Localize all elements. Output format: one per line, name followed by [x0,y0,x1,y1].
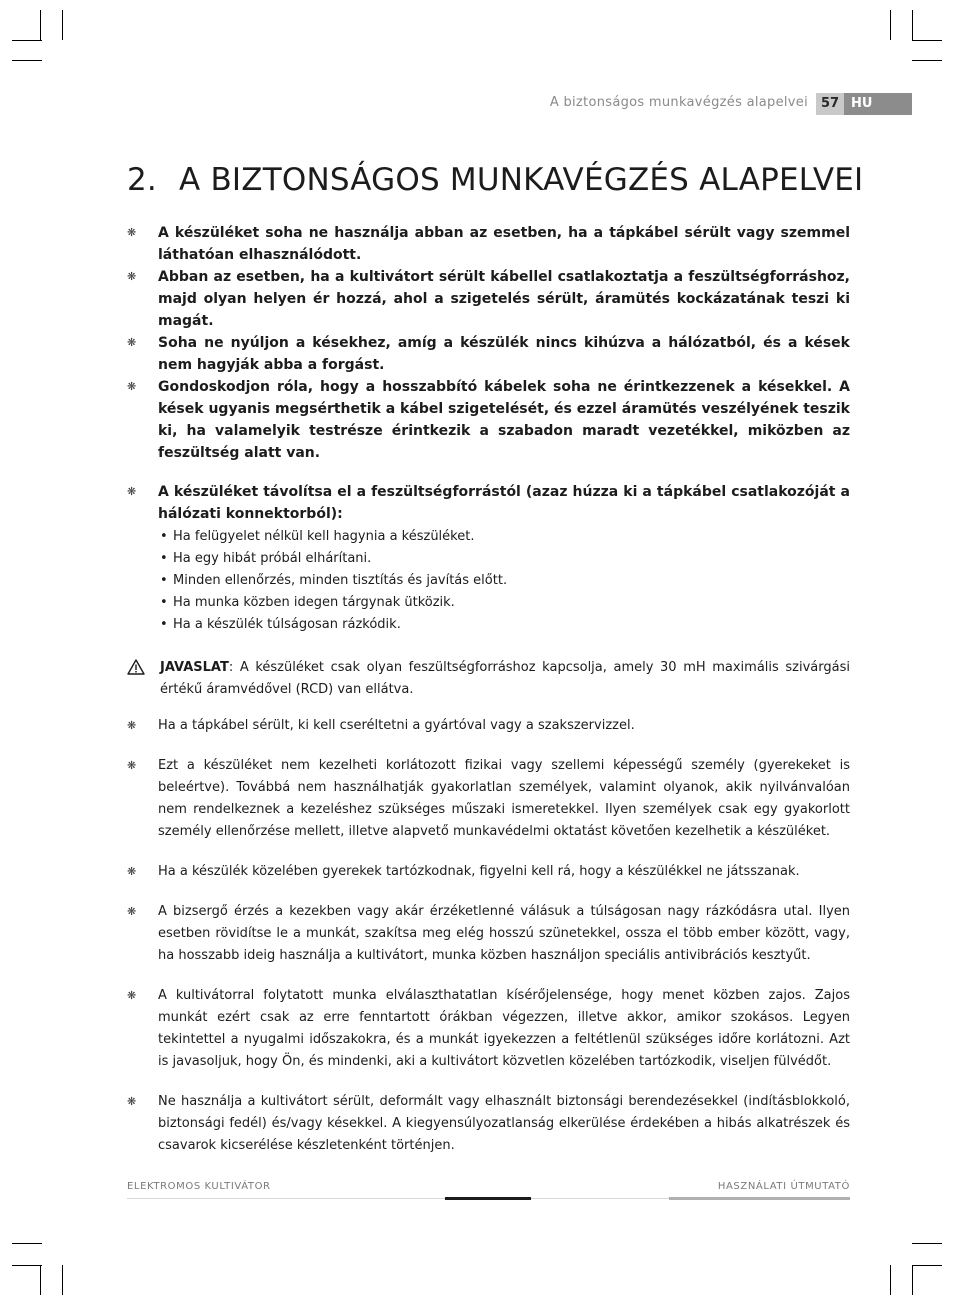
disconnect-case-list [127,526,850,636]
safety-item [127,376,850,464]
safety-item [127,715,850,737]
section-number: 2. [127,162,157,198]
flower-bullet-icon: ❋ [127,226,137,239]
flower-bullet-icon: ❋ [127,485,137,498]
flower-bullet-icon: ❋ [127,719,137,732]
crop-mark [912,40,942,41]
flower-bullet-icon: ❋ [127,905,137,918]
safety-item [127,901,850,967]
flower-bullet-icon: ❋ [127,336,137,349]
flower-bullet-icon: ❋ [127,270,137,283]
safety-item [127,222,850,266]
safety-item [127,985,850,1073]
footer-rule [531,1198,669,1199]
safety-item [127,755,850,843]
crop-mark [12,1243,42,1244]
flower-bullet-icon: ❋ [127,865,137,878]
safety-item-text: A készüléket soha ne használja abban az esetben, ha a tápkábel sérült vagy szemmel láthatóan elhasználódott. [158,225,850,263]
crop-mark [890,1265,891,1295]
footer-manual-name: HASZNÁLATI ÚTMUTATÓ [717,1181,850,1192]
section-title [127,162,867,198]
disconnect-item [127,481,850,525]
crop-mark [12,1265,42,1266]
flower-bullet-icon: ❋ [127,759,137,772]
safety-item-text: A bizsergő érzés a kezekben vagy akár érzéketlenné válásuk a túlságosan nagy rázkódásra utal. Ilyen esetben rövidítse le a munkát, szakítsa meg elég hosszú szünetekkel, ossza el több ember között, vagy, ha hosszabb ideig használja a kultivátort, munka közben használjon speciális antivibrációs kesztyűt. [158,904,850,963]
safety-item [127,1091,850,1157]
crop-mark [62,1265,63,1295]
crop-mark [12,40,42,41]
crop-mark [912,1265,913,1295]
flower-bullet-icon: ❋ [127,380,137,393]
list-item: • Ha felügyelet nélkül kell hagynia a készüléket. [160,526,850,548]
footer-rule [445,1197,531,1200]
footer-rule [669,1197,850,1200]
crop-mark [890,10,891,40]
list-item: • Ha munka közben idegen tárgynak ütközik. [160,592,850,614]
list-item: • Minden ellenőrzés, minden tisztítás és javítás előtt. [160,570,850,592]
section-title-text: A BIZTONSÁGOS MUNKAVÉGZÉS ALAPELVEI [179,162,864,198]
warning-triangle-icon [127,659,145,675]
safety-item-text: Ne használja a kultivátort sérült, deformált vagy elhasznált biztonsági berendezésekkel (indításblokkoló, biztonsági fedél) és/vagy késekkel. A kiegyensúlyozatlanság elkerülése érdekében a hibás alkatrészek és csavarok kicserélése készletenként történjen. [158,1094,850,1153]
crop-mark [40,1265,41,1295]
crop-mark [12,60,42,61]
safety-item [127,332,850,376]
list-item: • Ha egy hibát próbál elhárítani. [160,548,850,570]
running-header-title: A biztonságos munkavégzés alapelvei [549,95,808,110]
safety-item-text: Ha a készülék közelében gyerekek tartózkodnak, figyelni kell rá, hogy a készülékkel ne játsszanak. [158,864,800,879]
safety-item-text: Ezt a készüléket nem kezelheti korlátozott fizikai vagy szellemi képességű személy (gyerekeket is beleértve). Továbbá nem használhatják gyakorlatlan személyek, valamint olyanok, akik nyilvánvalóan nem rendelkeznek a kezeléshez szükséges műszaki ismeretekkel. Ilyen személyek csak egy gyakorlott személy ellenőrzése mellett, illetve alapvető munkavédelmi oktatást követően kezelhetik a készüléket. [158,758,850,839]
safety-item [127,861,850,883]
page-number: 57 [816,93,844,115]
list-item: • Ha a készülék túlságosan rázkódik. [160,614,850,636]
footer-rule [127,1198,445,1199]
recommendation-label: JAVASLAT [160,660,229,675]
safety-item [127,266,850,332]
recommendation-text: : A készüléket csak olyan feszültségforráshoz kapcsolja, amely 30 mH maximális szivárgási értékű áramvédővel (RCD) van ellátva. [160,660,850,697]
crop-mark [912,1243,942,1244]
footer-product-name: ELEKTROMOS KULTIVÁTOR [127,1181,271,1192]
safety-item-text: Soha ne nyúljon a késekhez, amíg a készülék nincs kihúzva a hálózatból, és a kések nem hagyják abba a forgást. [158,335,850,373]
content-body [127,222,850,1157]
safety-item-text: Abban az esetben, ha a kultivátort sérült kábellel csatlakoztatja a feszültségforráshoz, majd olyan helyen ér hozzá, ahol a szigetelés sérült, áramütés kockázatának teszi ki magát. [158,269,850,329]
crop-mark [912,60,942,61]
crop-mark [912,1265,942,1266]
flower-bullet-icon: ❋ [127,1095,137,1108]
recommendation-note [127,657,850,701]
safety-item-text: Gondoskodjon róla, hogy a hosszabbító kábelek soha ne érintkezzenek a késekkel. A kések ugyanis megsérthetik a kábel szigetelését, és ezzel áramütés veszélyének teszik ki, ha valamelyik testrésze érintkezik a szabadon maradt vezetékkel, miközben az feszültség alatt van. [158,379,850,461]
safety-item-text: Ha a tápkábel sérült, ki kell cseréltetni a gyártóval vagy a szakszervizzel. [158,718,635,733]
crop-mark [40,10,41,40]
language-tag: HU [844,93,912,115]
disconnect-text: A készüléket távolítsa el a feszültségforrástól (azaz húzza ki a tápkábel csatlakozóját a hálózati konnektorból): [158,484,850,522]
crop-mark [62,10,63,40]
flower-bullet-icon: ❋ [127,989,137,1002]
crop-mark [912,10,913,40]
safety-item-text: A kultivátorral folytatott munka elválaszthatatlan kísérőjelensége, hogy menet közben zajos. Zajos munkát ezért csak az erre fenntartott órákban végezzen, illetve akkor, amikor szokásos. Legyen tekintettel a nyugalmi időszakokra, és a munkát igyekezzen a feltétlenül szükséges időre korlátozni. Azt is javasoljuk, hogy Ön, és mindenki, aki a kultivátort közvetlen közelében tartózkodik, viseljen fülvédőt. [158,988,850,1069]
